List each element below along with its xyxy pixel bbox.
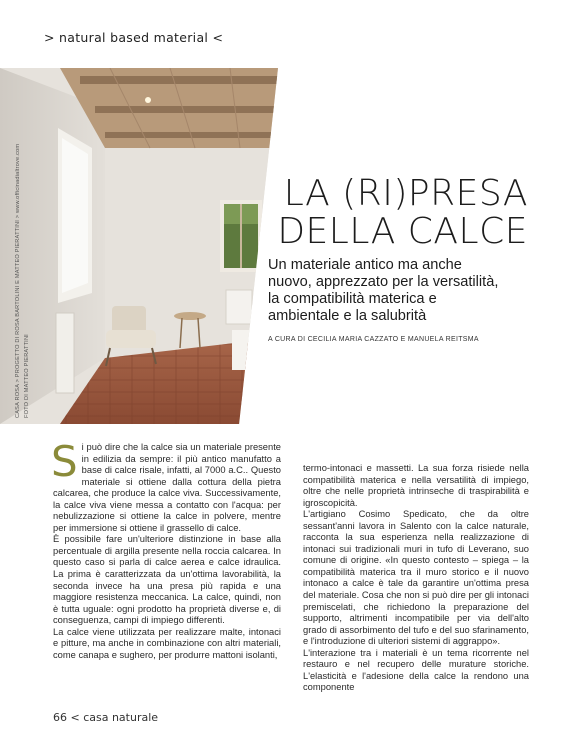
photo-credit-line1: CASA ROSA > PROGETTO DI ROSA BARTOLINI E MATTEO PIERATTINI > www.officinadialtrove.com [15, 143, 21, 418]
paragraph: È possibile fare un'ulteriore distinzione in base alla percentuale di argilla presente nella roccia calcarea. In questo caso si parla di calce aerea e calce idraulica. La prima è caratterizzata da un'ottima lavorabilità, la seconda invece ha una presa più rapida e una maggiore resistenza meccanica. La calce, quindi, non è tutta uguale: ogni prodotto ha proprietà diverse e, di conseguenza, campi di impiego differenti. [53, 534, 281, 626]
paragraph: L'artigiano Cosimo Spedicato, che da oltre sessant'anni lavora in Salento con la calce naturale, racconta la sua esperienza nella realizzazione di intonaci sui tradizionali muri in tufo di Leverano, suo comune di origine. «In questo contesto – spiega – la compatibilità materica tra il muro storico e il nuovo intonaco a calce è tale da garantire un'ottima presa del materiale. Cosa che non si può dire per gli intonaci premiscelati, che richiedono la preparazione del supporto, altrimenti incompatibile per via dell'alto grado di assorbimento del tufo e del suo sfarinamento, e l'introduzione di ulteriori sistemi di aggrappo». [303, 509, 529, 647]
article-title [228, 175, 528, 251]
subtitle-line4: ambientale e la salubrità [268, 308, 427, 324]
paragraph [51, 437, 281, 534]
page-folio: 66 < casa naturale [53, 711, 159, 724]
article-column-left [51, 437, 281, 661]
paragraph: L'interazione tra i materiali è un tema ricorrente nel restauro e nel recupero delle murature storiche. L'elasticità e l'adesione della calce la rendono una componente [303, 647, 529, 693]
dropcap: S [51, 437, 78, 486]
title-line1: LA (RI)PRESA [283, 173, 528, 214]
article-subtitle [268, 257, 538, 325]
byline: A CURA DI CECILIA MARIA CAZZATO E MANUELA REITSMA [268, 336, 479, 343]
title-line2: DELLA CALCE [277, 211, 528, 252]
subtitle-line1: Un materiale antico ma anche [268, 257, 462, 273]
subtitle-line2: nuovo, apprezzato per la versatilità, [268, 274, 499, 290]
photo-credit-line2: FOTO DI MATTEO PIERATTINI [24, 334, 30, 418]
article-column-right [303, 463, 529, 694]
paragraph: La calce viene utilizzata per realizzare malte, intonaci e pitture, ma anche in combinazione con altri materiali, come canapa e sughero, per produrre mattoni isolanti, [53, 626, 281, 660]
paragraph-text: i può dire che la calce sia un materiale presente in edilizia da sempre: il più antico manufatto a base di calce risale, infatti, al 7000 a.C.. Questo materiale si ottiene dalla cottura della pietra calcarea, che produce la calce viva. Successivamente, la calce viva viene messa a contatto con l'acqua: per nebulizzazione si ottiene la calce in polvere, mentre per immersione si ottiene il grassello di calce. [53, 442, 281, 533]
section-tag: > natural based material < [44, 30, 224, 45]
subtitle-line3: la compatibilità materica e [268, 291, 437, 307]
paragraph: termo-intonaci e massetti. La sua forza risiede nella compatibilità materica e nella versatilità di impiego, oltre che nelle proprietà intrinseche di traspirabilità e igroscopicità. [303, 463, 529, 508]
photo-credit [14, 144, 32, 418]
